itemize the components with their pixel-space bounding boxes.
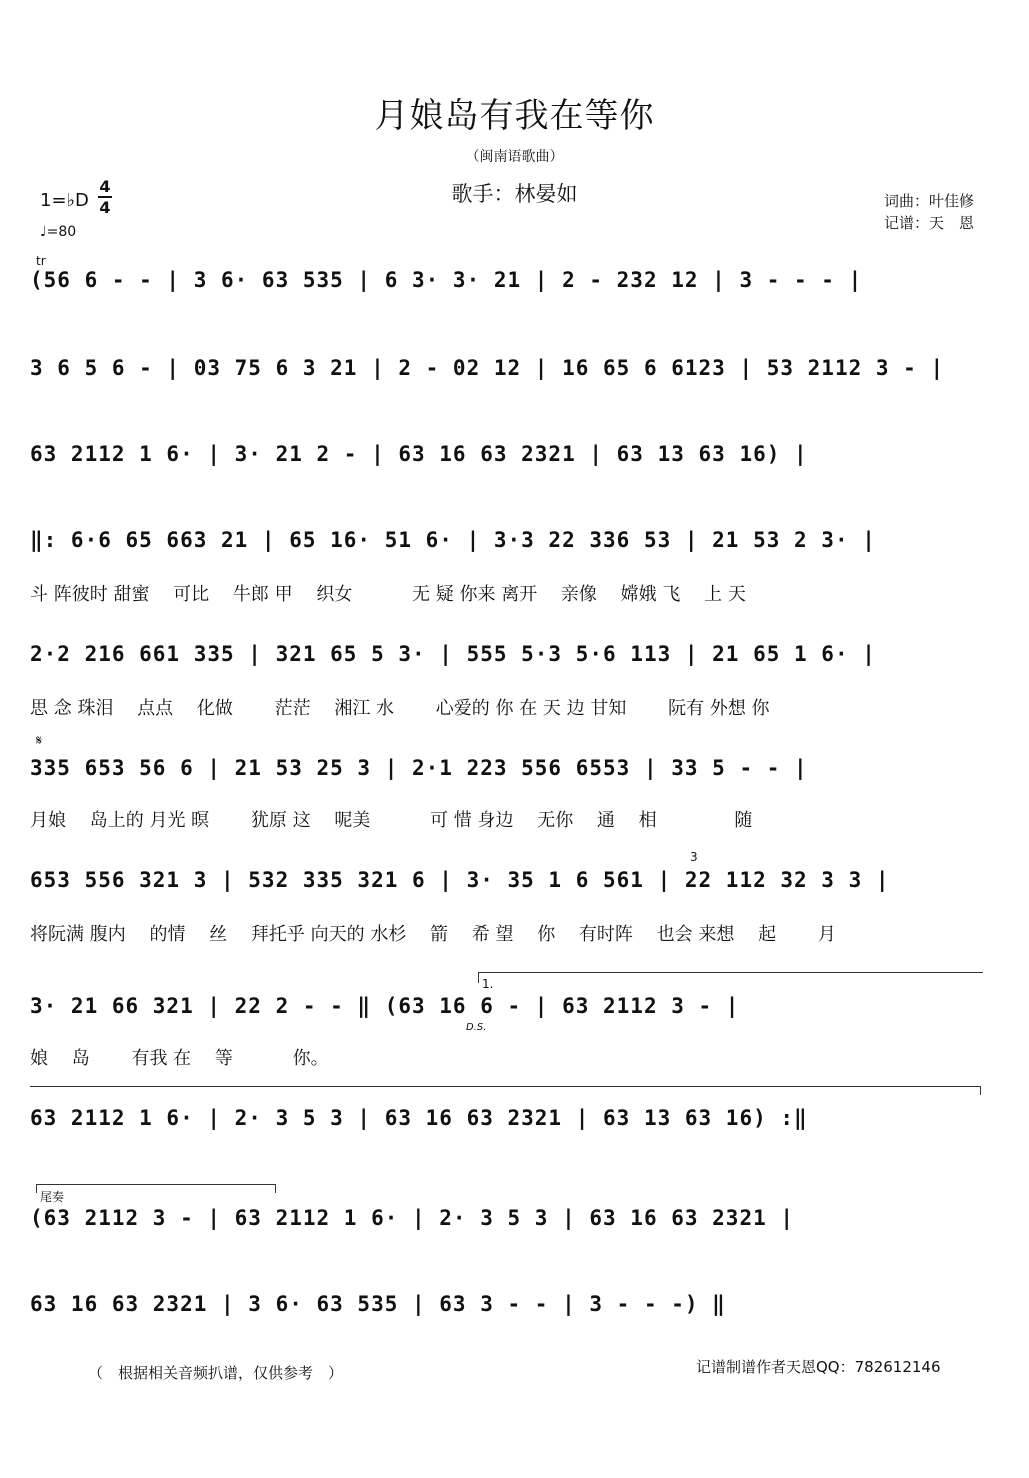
time-signature: [98, 178, 112, 216]
key-signature: 1=♭D: [40, 190, 89, 211]
trill-mark: tr: [36, 254, 46, 268]
notation-row-5: 2·2 216 661 335 | 321 65 5 3· | 555 5·3 5·6 113 | 21 65 1 6· |: [30, 642, 876, 666]
coda-label: 尾奏: [40, 1190, 65, 1204]
time-numerator: 4: [99, 177, 111, 196]
lyrics-line-2: 思 念 珠泪 点点 化做 茫茫 湘江 水 心爱的 你 在 天 边 甘知 阮有 外想 你: [30, 698, 770, 719]
volta-bracket: [478, 972, 983, 983]
page-title: 月娘岛有我在等你: [374, 96, 655, 136]
tempo-mark: ♩=80: [40, 224, 77, 240]
lyricist: 词曲：叶佳修: [884, 192, 975, 210]
lyrics-line-5: 娘 岛 有我 在 等 你。: [30, 1048, 329, 1069]
notation-row-11: 63 16 63 2321 | 3 6· 63 535 | 63 3 - - | 3 - - -) ‖: [30, 1292, 726, 1316]
volta-label: 1.: [482, 977, 494, 991]
notation-row-2: 3 6 5 6 - | 03 75 6 3 21 | 2 - 02 12 | 16 65 6 6123 | 53 2112 3 - |: [30, 356, 945, 380]
notation-row-4: ‖: 6·6 65 663 21 | 65 16· 51 6· | 3·3 22 336 53 | 21 53 2 3· |: [30, 528, 876, 552]
notation-row-3: 63 2112 1 6· | 3· 21 2 - | 63 16 63 2321 | 63 13 63 16) |: [30, 442, 808, 466]
notation-row-8: 3· 21 66 321 | 22 2 - - ‖ (63 16 6 - | 63 2112 3 - |: [30, 994, 740, 1018]
subtitle: （闽南语歌曲）: [465, 149, 564, 165]
transcriber: 记谱：天 恩: [884, 214, 975, 232]
notation-row-7: 653 556 321 3 | 532 335 321 6 | 3· 35 1 6 561 | 22 112 32 3 3 |: [30, 868, 890, 892]
footer-author: 记谱制谱作者天恩QQ：782612146: [696, 1358, 941, 1376]
notation-row-9: 63 2112 1 6· | 2· 3 5 3 | 63 16 63 2321 | 63 13 63 16) :‖: [30, 1106, 808, 1130]
lyrics-line-3: 月娘 岛上的 月光 暝 犹原 这 呢美 可 惜 身边 无你 通 相 随: [30, 810, 753, 831]
repeat-bracket: [30, 1086, 981, 1095]
time-denominator: 4: [99, 198, 111, 217]
triplet-mark: 3: [690, 850, 698, 864]
footer-note: （ 根据相关音频扒谱，仅供参考 ）: [88, 1364, 344, 1382]
coda-bracket: [36, 1184, 276, 1193]
singer: 歌手：林晏如: [451, 182, 578, 206]
ds-mark: D.S.: [466, 1022, 487, 1033]
notation-row-10: (63 2112 3 - | 63 2112 1 6· | 2· 3 5 3 | 63 16 63 2321 |: [30, 1206, 795, 1230]
lyrics-line-4: 将阮满 腹内 的情 丝 拜托乎 向天的 水杉 箭 希 望 你 有时阵 也会 来想 起 月: [30, 924, 836, 945]
lyrics-line-1: 斗 阵彼时 甜蜜 可比 牛郎 甲 织女 无 疑 你来 离开 亲像 嫦娥 飞 上 天: [30, 584, 746, 605]
notation-row-1: (56 6 - - | 3 6· 63 535 | 6 3· 3· 21 | 2 - 232 12 | 3 - - - |: [30, 268, 863, 292]
notation-row-6: 335 653 56 6 | 21 53 25 3 | 2·1 223 556 6553 | 33 5 - - |: [30, 756, 808, 780]
segno-mark: 𝄋: [36, 733, 43, 749]
